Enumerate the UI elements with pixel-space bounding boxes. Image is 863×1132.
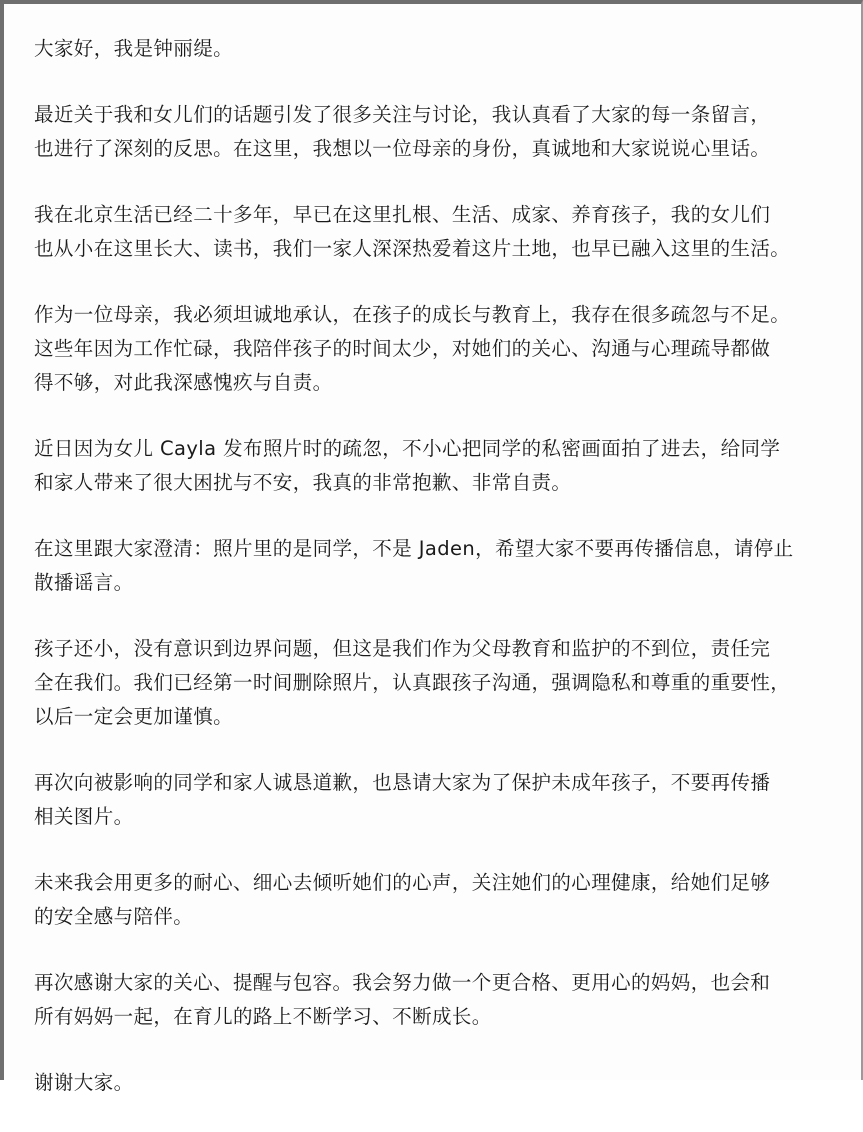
text-line: 再次感谢大家的关心、提醒与包容。我会努力做一个更合格、更用心的妈妈，也会和 [34, 971, 771, 994]
text-line: 谢谢大家。 [34, 1071, 134, 1094]
text-line: 孩子还小，没有意识到边界问题，但这是我们作为父母教育和监护的不到位，责任完 [34, 637, 771, 660]
text-line: 在这里跟大家澄清：照片里的是同学，不是 Jaden，希望大家不要再传播信息，请停止 [34, 537, 794, 560]
paragraph-future [34, 866, 856, 934]
paragraph-thanks [34, 966, 856, 1034]
text-line: 也从小在这里长大、读书，我们一家人深深热爱着这片土地，也早已融入这里的生活。 [34, 237, 791, 260]
text-line: 近日因为女儿 Cayla 发布照片时的疏忽，不小心把同学的私密画面拍了进去，给同学 [34, 437, 781, 460]
paragraph-incident [34, 432, 856, 500]
text-line: 得不够，对此我深感愧疚与自责。 [34, 371, 333, 394]
text-line: 全在我们。我们已经第一时间删除照片，认真跟孩子沟通，强调隐私和尊重的重要性， [34, 671, 791, 694]
text-line: 相关图片。 [34, 805, 134, 828]
text-line: 未来我会用更多的耐心、细心去倾听她们的心声，关注她们的心理健康，给她们足够 [34, 871, 771, 894]
paragraph-closing [34, 1066, 856, 1100]
paragraph-clarification [34, 532, 856, 600]
text-line: 作为一位母亲，我必须坦诚地承认，在孩子的成长与教育上，我存在很多疏忽与不足。 [34, 303, 791, 326]
text-line: 大家好，我是钟丽缇。 [34, 37, 234, 60]
text-line: 以后一定会更加谨慎。 [34, 705, 234, 728]
text-line: 这些年因为工作忙碌，我陪伴孩子的时间太少，对她们的关心、沟通与心理疏导都做 [34, 337, 771, 360]
text-line: 的安全感与陪伴。 [34, 905, 194, 928]
text-line: 也进行了深刻的反思。在这里，我想以一位母亲的身份，真诚地和大家说说心里话。 [34, 137, 771, 160]
paragraph-beijing [34, 198, 856, 266]
paragraph-responsibility [34, 632, 856, 734]
text-line: 散播谣言。 [34, 571, 134, 594]
letter-body [34, 32, 856, 1132]
text-line: 和家人带来了很大困扰与不安，我真的非常抱歉、非常自责。 [34, 471, 572, 494]
text-line: 所有妈妈一起，在育儿的路上不断学习、不断成长。 [34, 1005, 492, 1028]
paragraph-greeting [34, 32, 856, 66]
paragraph-mother [34, 298, 856, 400]
text-line: 再次向被影响的同学和家人诚恳道歉，也恳请大家为了保护未成年孩子，不要再传播 [34, 771, 771, 794]
paragraph-intro [34, 98, 856, 166]
text-line: 最近关于我和女儿们的话题引发了很多关注与讨论，我认真看了大家的每一条留言， [34, 103, 771, 126]
paragraph-apology [34, 766, 856, 834]
text-line: 我在北京生活已经二十多年，早已在这里扎根、生活、成家、养育孩子，我的女儿们 [34, 203, 771, 226]
